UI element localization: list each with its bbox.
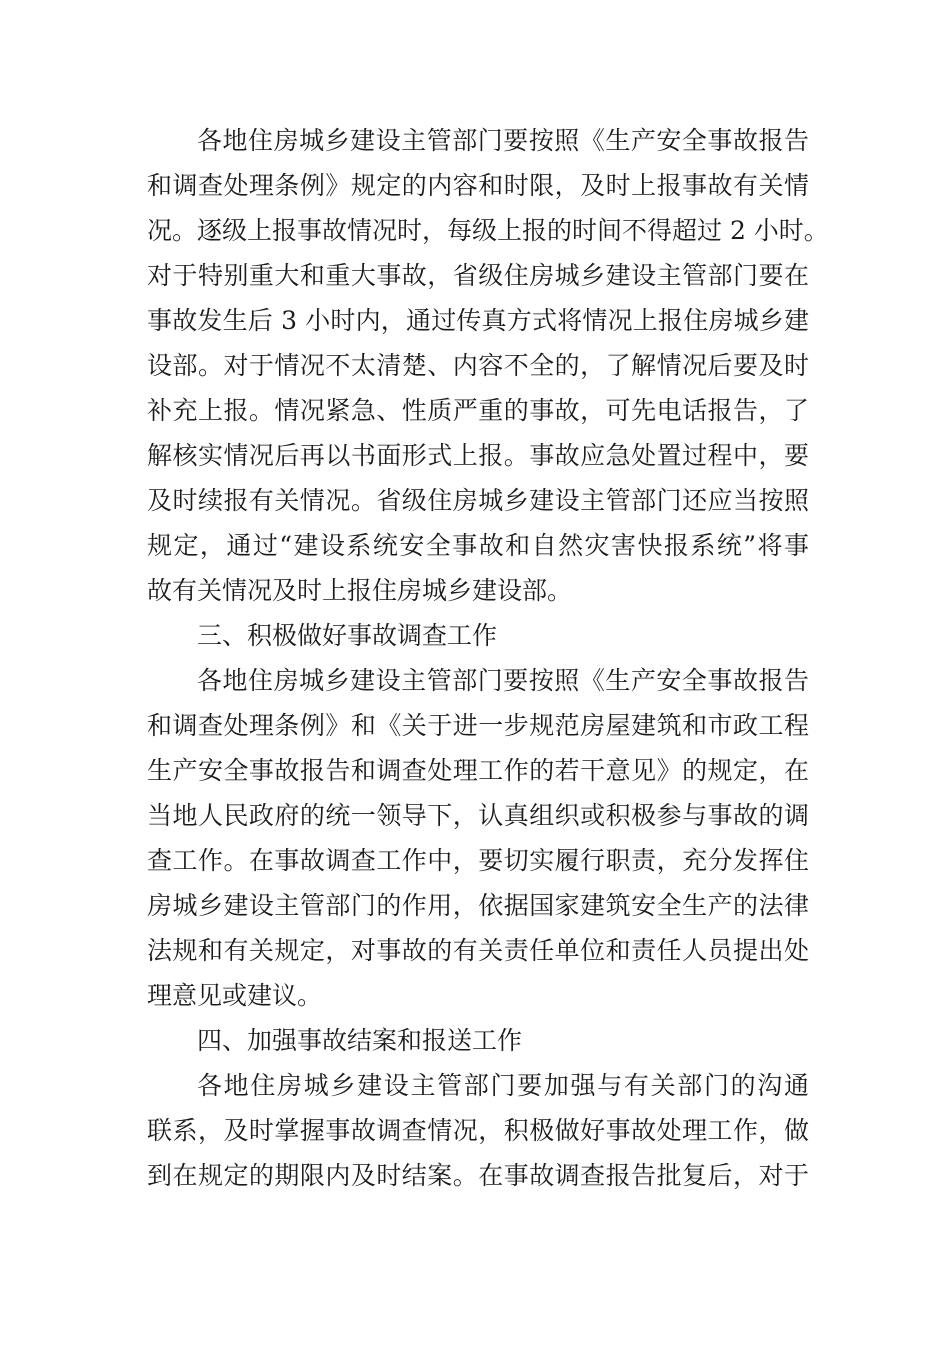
- text-line: 设部。对于情况不太清楚、内容不全的，了解情况后要及时: [147, 351, 809, 380]
- section-heading: 三、积极做好事故调查工作: [197, 621, 498, 650]
- text-line: 况。逐级上报事故情况时，每级上报的时间不得超过 2 小时。: [147, 216, 829, 245]
- text-line: 当地人民政府的统一领导下，认真组织或积极参与事故的调: [147, 801, 809, 830]
- text-line: 房城乡建设主管部门的作用，依据国家建筑安全生产的法律: [147, 891, 809, 920]
- text-line: 规定，通过“建设系统安全事故和自然灾害快报系统”将事: [147, 531, 809, 560]
- text-line: 法规和有关规定，对事故的有关责任单位和责任人员提出处: [147, 936, 809, 965]
- section-heading: 四、加强事故结案和报送工作: [197, 1026, 523, 1055]
- text-line: 理意见或建议。: [147, 981, 323, 1010]
- text-line: 各地住房城乡建设主管部门要加强与有关部门的沟通: [197, 1071, 809, 1100]
- text-line: 对于特别重大和重大事故，省级住房城乡建设主管部门要在: [147, 261, 809, 290]
- text-line: 联系，及时掌握事故调查情况，积极做好事故处理工作，做: [147, 1116, 809, 1145]
- text-line: 和调查处理条例》和《关于进一步规范房屋建筑和市政工程: [147, 711, 809, 740]
- text-line: 各地住房城乡建设主管部门要按照《生产安全事故报告: [197, 666, 809, 695]
- text-line: 及时续报有关情况。省级住房城乡建设主管部门还应当按照: [147, 486, 809, 515]
- text-line: 各地住房城乡建设主管部门要按照《生产安全事故报告: [197, 126, 809, 155]
- text-line: 生产安全事故报告和调查处理工作的若干意见》的规定，在: [147, 756, 809, 785]
- text-line: 和调查处理条例》规定的内容和时限，及时上报事故有关情: [147, 171, 809, 200]
- text-line: 查工作。在事故调查工作中，要切实履行职责，充分发挥住: [147, 846, 809, 875]
- text-line: 故有关情况及时上报住房城乡建设部。: [147, 576, 573, 605]
- text-line: 事故发生后 3 小时内，通过传真方式将情况上报住房城乡建: [147, 306, 809, 335]
- text-line: 补充上报。情况紧急、性质严重的事故，可先电话报告，了: [147, 396, 809, 425]
- text-line: 到在规定的期限内及时结案。在事故调查报告批复后，对于: [147, 1161, 809, 1190]
- document-body: [147, 118, 829, 1198]
- text-line: 解核实情况后再以书面形式上报。事故应急处置过程中，要: [147, 441, 809, 470]
